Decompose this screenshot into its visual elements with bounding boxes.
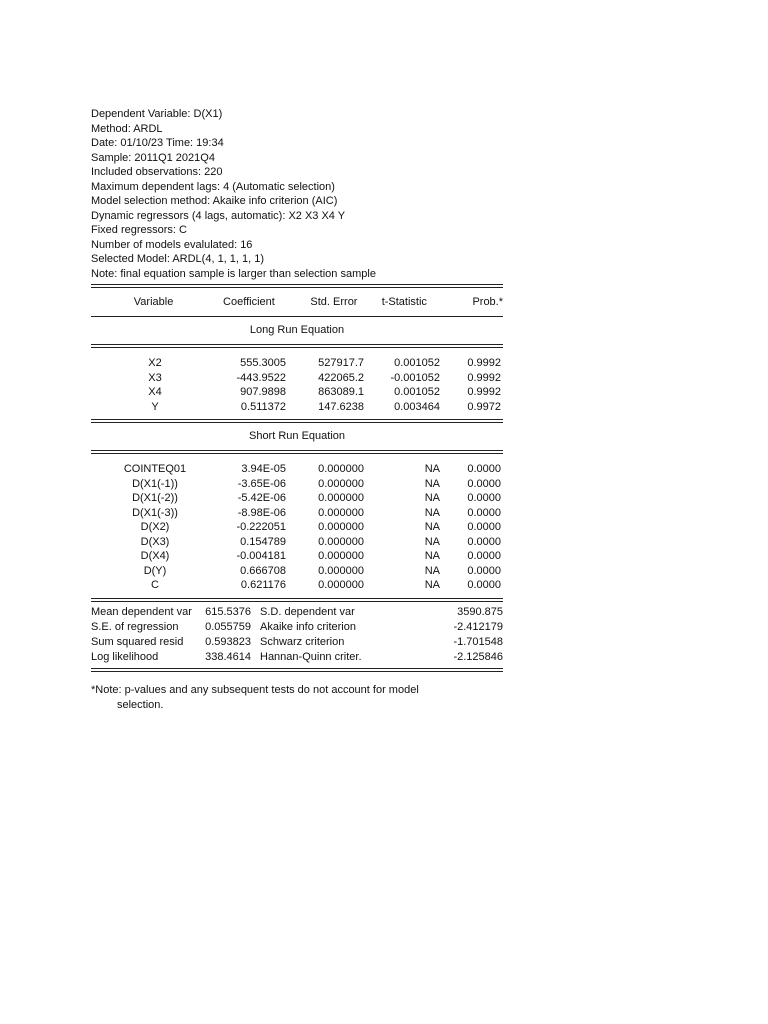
cell-prob: 0.9992 [467, 357, 501, 369]
stat-value: -1.701548 [453, 635, 503, 648]
table-row [91, 520, 503, 535]
stats-row [91, 650, 503, 665]
cell-coefficient: -0.004181 [236, 550, 286, 562]
cell-std-error: 0.000000 [318, 564, 364, 577]
cell-prob: 0.0000 [467, 463, 501, 475]
cell-std-error: 0.000000 [318, 535, 364, 548]
summary-statistics [91, 605, 503, 665]
estimation-header [91, 107, 503, 281]
header-line: Dynamic regressors (4 lags, automatic): X2 X3 X4 Y [91, 209, 346, 222]
stat-label: Sum squared resid [91, 635, 184, 648]
cell-variable: COINTEQ01 [123, 463, 187, 475]
stat-label: Akaike info criterion [260, 620, 356, 633]
cell-coefficient: 0.154789 [240, 535, 286, 548]
cell-coefficient: 0.511372 [240, 400, 286, 413]
cell-std-error: 0.000000 [318, 506, 364, 519]
cell-prob: 0.9972 [467, 400, 501, 413]
cell-t-statistic: 0.001052 [394, 357, 440, 369]
cell-t-statistic: 0.001052 [394, 386, 440, 398]
cell-t-statistic: NA [424, 579, 440, 591]
table-row [91, 462, 503, 477]
cell-prob: 0.0000 [467, 521, 501, 533]
header-line: Dependent Variable: D(X1) [91, 108, 223, 120]
long-run-title: Long Run Equation [249, 324, 345, 336]
cell-t-statistic: NA [424, 463, 440, 475]
cell-coefficient: 0.621176 [240, 579, 286, 591]
cell-variable: D(X4) [140, 550, 170, 562]
table-row [91, 506, 503, 521]
cell-t-statistic: 0.003464 [394, 400, 440, 413]
table-row [91, 477, 503, 492]
cell-variable: Y [151, 400, 159, 413]
column-header-std-error: Std. Error [310, 296, 358, 308]
stat-value: 338.4614 [205, 650, 251, 663]
cell-std-error: 527917.7 [318, 357, 364, 369]
cell-variable: D(X1(-1)) [132, 477, 178, 490]
stats-row [91, 635, 503, 650]
long-run-table [91, 356, 503, 414]
header-line: Method: ARDL [91, 122, 163, 135]
column-header-coefficient: Coefficient [223, 296, 275, 308]
double-rule [91, 668, 503, 672]
stat-label: Log likelihood [91, 650, 159, 663]
stat-label: Hannan-Quinn criter. [260, 650, 362, 663]
cell-std-error: 863089.1 [318, 386, 364, 398]
header-line: Note: final equation sample is larger than selection sample [91, 267, 376, 280]
cell-variable: X4 [148, 386, 162, 398]
stats-row [91, 605, 503, 620]
short-run-title: Short Run Equation [248, 430, 345, 442]
stat-label: Schwarz criterion [260, 635, 345, 648]
cell-variable: D(X2) [140, 521, 170, 533]
cell-std-error: 0.000000 [318, 477, 364, 490]
header-line: Number of models evalulated: 16 [91, 238, 253, 251]
footnote-line: selection. [117, 698, 164, 711]
cell-std-error: 0.000000 [318, 521, 364, 533]
cell-std-error: 0.000000 [318, 579, 364, 591]
column-header-t-statistic: t-Statistic [381, 296, 427, 308]
cell-prob: 0.0000 [467, 535, 501, 548]
cell-variable: C [151, 579, 159, 591]
header-line: Model selection method: Akaike info criterion (AIC) [91, 195, 338, 207]
cell-prob: 0.0000 [467, 506, 501, 519]
cell-variable: D(X1(-3)) [132, 506, 178, 519]
header-line: Included observations: 220 [91, 166, 223, 178]
cell-t-statistic: NA [424, 521, 440, 533]
cell-prob: 0.0000 [467, 492, 501, 504]
cell-std-error: 147.6238 [318, 400, 364, 413]
table-row [91, 385, 503, 400]
stat-label: S.E. of regression [91, 620, 179, 633]
cell-coefficient: -5.42E-06 [237, 492, 286, 504]
ardl-output-document [91, 107, 503, 713]
cell-variable: X3 [148, 371, 162, 384]
cell-std-error: 422065.2 [318, 371, 364, 384]
cell-variable: D(X3) [140, 535, 170, 548]
table-row [91, 549, 503, 564]
stat-value: 3590.875 [457, 605, 503, 618]
footnote [91, 683, 503, 713]
table-row [91, 578, 503, 593]
stat-label: Mean dependent var [91, 605, 192, 618]
cell-coefficient: -0.222051 [236, 521, 286, 533]
footnote-line: *Note: p-values and any subsequent tests do not account for model [91, 683, 419, 696]
table-row [91, 535, 503, 550]
header-line: Selected Model: ARDL(4, 1, 1, 1, 1) [91, 253, 265, 265]
cell-coefficient: -3.65E-06 [237, 477, 286, 490]
cell-variable: D(Y) [143, 564, 167, 577]
cell-prob: 0.0000 [467, 477, 501, 490]
stat-value: 615.5376 [205, 605, 251, 618]
cell-coefficient: 0.666708 [240, 564, 286, 577]
table-row [91, 356, 503, 371]
stats-row [91, 620, 503, 635]
cell-std-error: 0.000000 [318, 550, 364, 562]
cell-prob: 0.0000 [467, 550, 501, 562]
cell-coefficient: -8.98E-06 [237, 506, 286, 519]
cell-std-error: 0.000000 [318, 492, 364, 504]
header-line: Date: 01/10/23 Time: 19:34 [91, 137, 224, 149]
stat-label: S.D. dependent var [260, 605, 355, 618]
cell-prob: 0.9992 [467, 371, 501, 384]
header-line: Fixed regressors: C [91, 224, 187, 236]
table-row [91, 371, 503, 386]
cell-t-statistic: NA [424, 535, 440, 548]
stat-value: 0.055759 [205, 620, 251, 633]
column-header-row [91, 288, 503, 316]
short-run-table [91, 462, 503, 593]
stat-value: 0.593823 [205, 635, 251, 648]
cell-t-statistic: -0.001052 [390, 371, 440, 384]
table-row [91, 564, 503, 579]
cell-coefficient: 907.9898 [240, 386, 286, 398]
cell-coefficient: 555.3005 [240, 357, 286, 369]
stat-value: -2.412179 [453, 620, 503, 633]
cell-std-error: 0.000000 [318, 463, 364, 475]
column-header-variable: Variable [133, 296, 174, 308]
cell-prob: 0.9992 [467, 386, 501, 398]
stat-value: -2.125846 [453, 650, 503, 663]
cell-variable: D(X1(-2)) [132, 492, 178, 504]
header-line: Sample: 2011Q1 2021Q4 [91, 151, 215, 164]
cell-prob: 0.0000 [467, 579, 501, 591]
cell-coefficient: 3.94E-05 [241, 463, 286, 475]
table-row [91, 491, 503, 506]
header-line: Maximum dependent lags: 4 (Automatic selection) [91, 180, 335, 193]
table-row [91, 400, 503, 415]
cell-variable: X2 [148, 357, 162, 369]
cell-t-statistic: NA [424, 477, 440, 490]
cell-prob: 0.0000 [467, 564, 501, 577]
column-header-prob: Prob.* [472, 296, 504, 308]
cell-t-statistic: NA [424, 564, 440, 577]
cell-t-statistic: NA [424, 550, 440, 562]
cell-t-statistic: NA [424, 492, 440, 504]
cell-t-statistic: NA [424, 506, 440, 519]
cell-coefficient: -443.9522 [236, 371, 286, 384]
